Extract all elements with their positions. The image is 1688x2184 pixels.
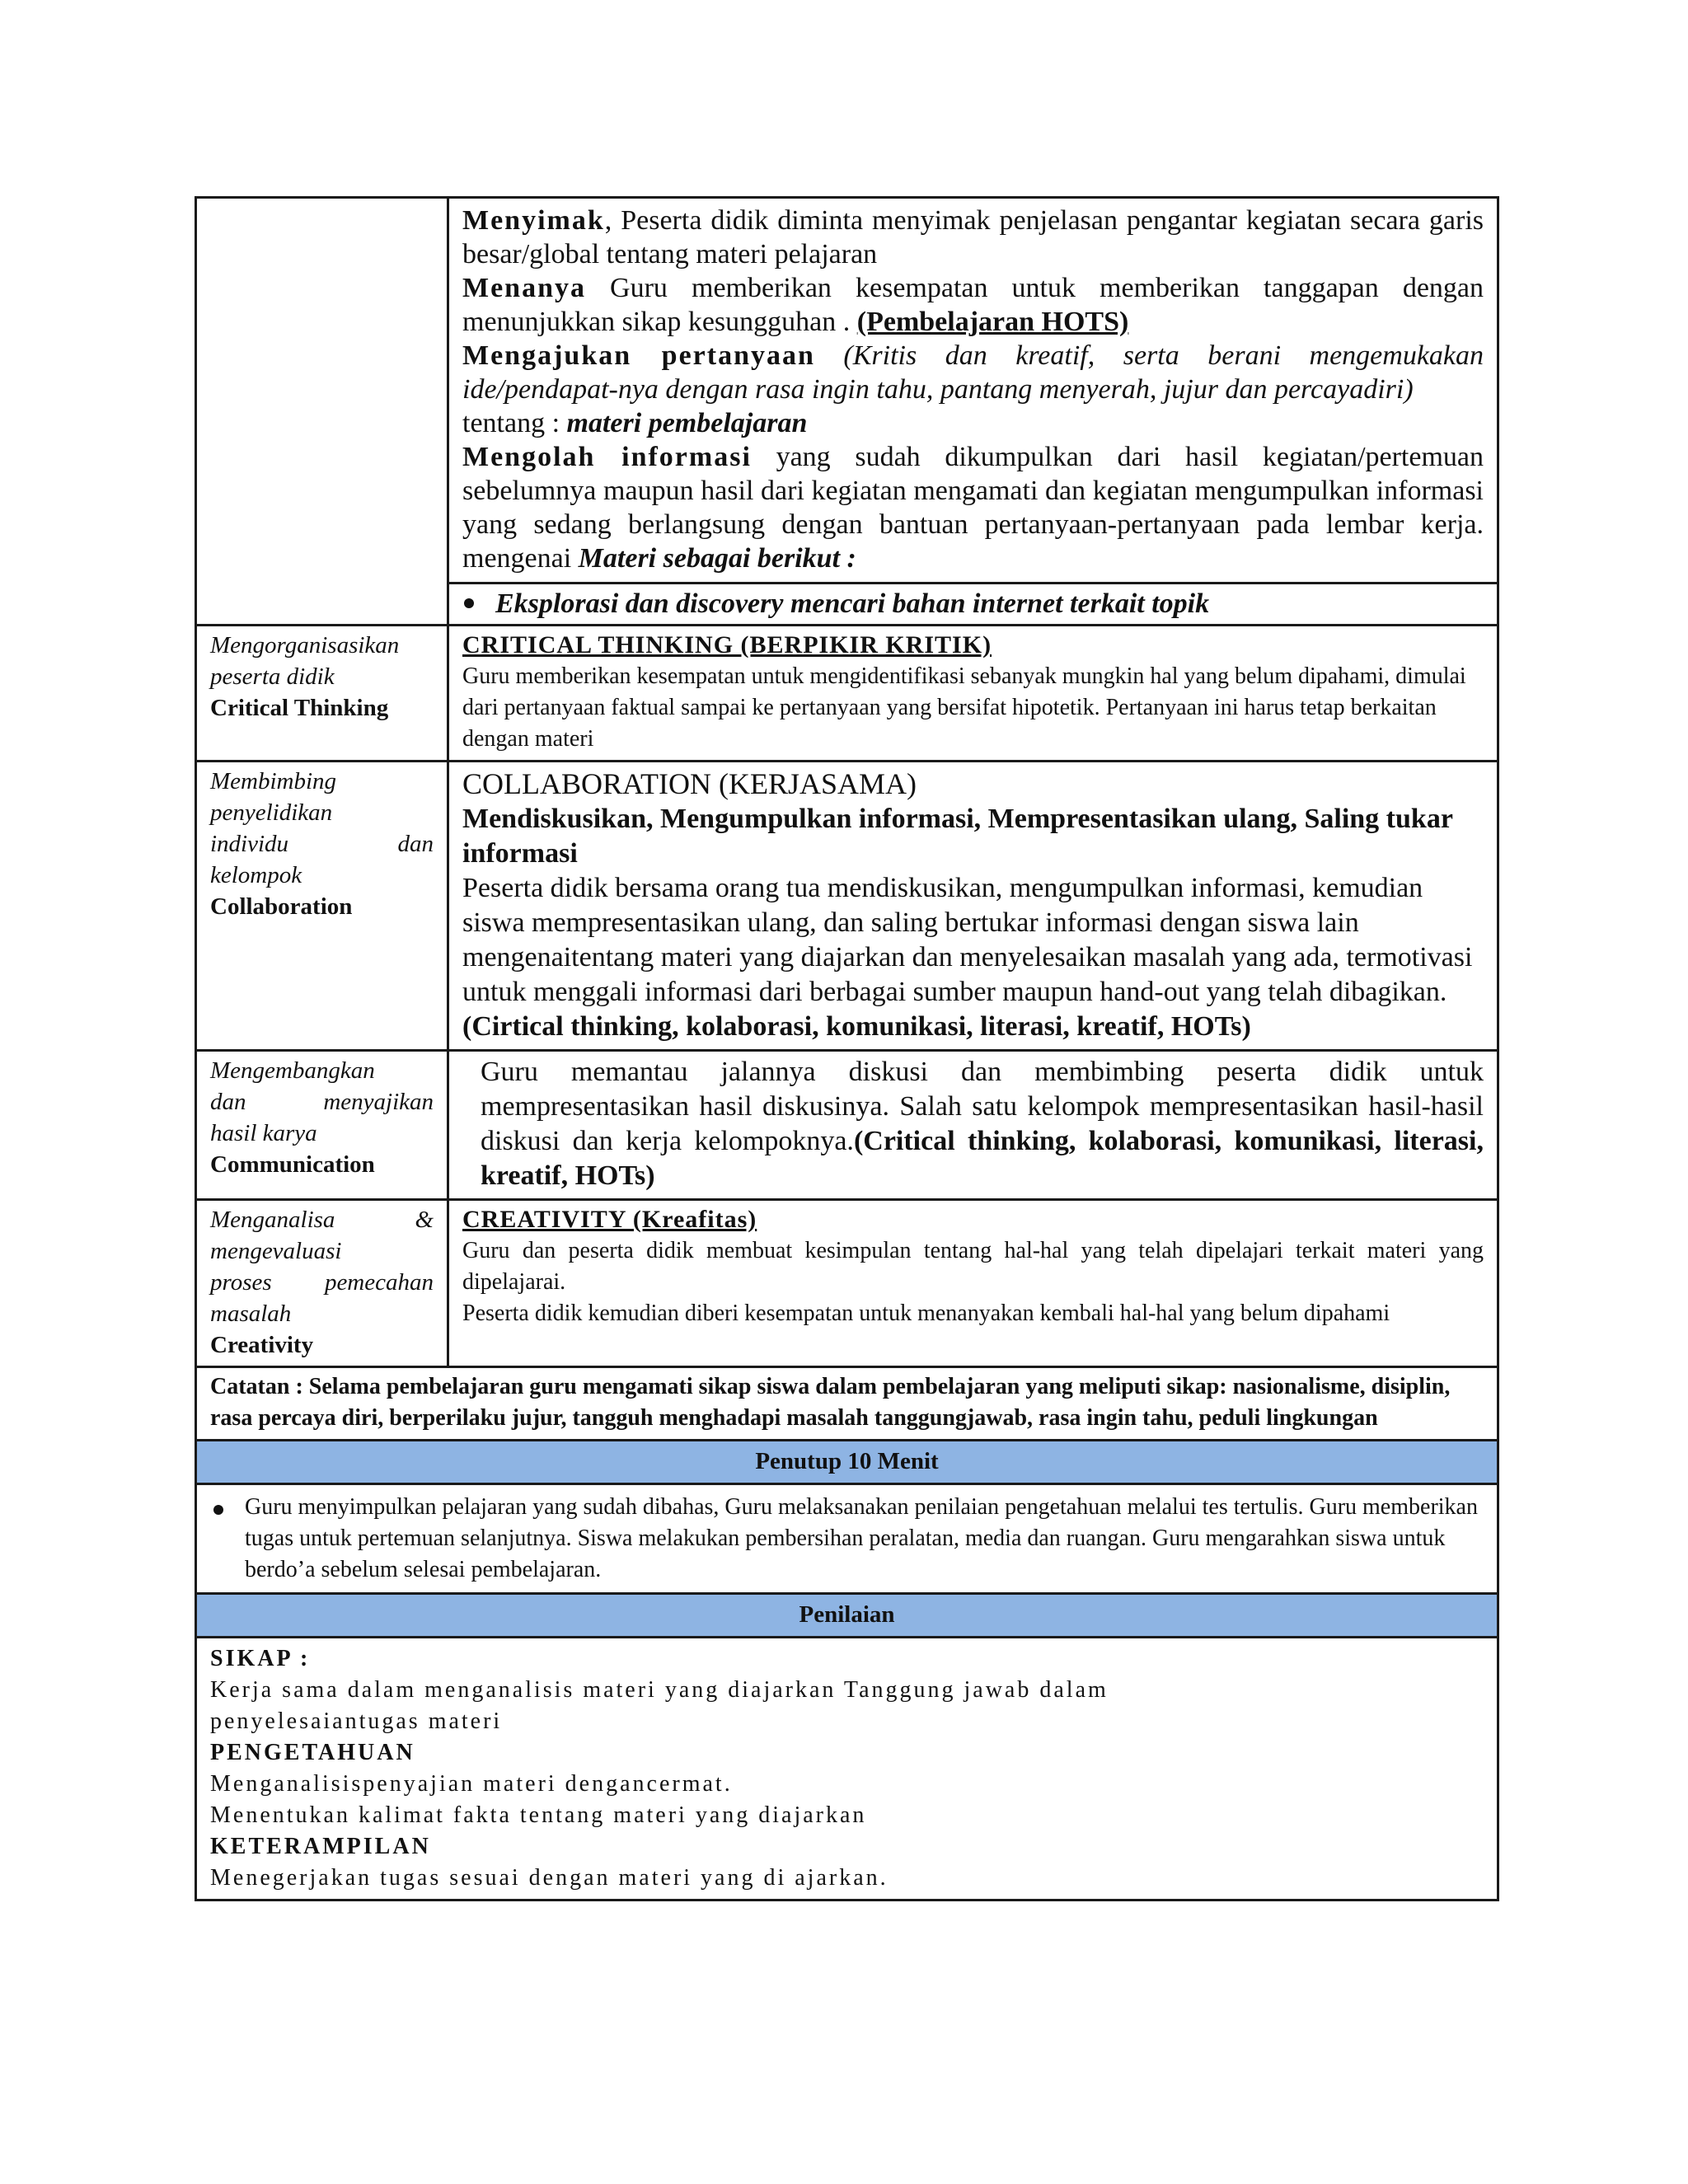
tentang-label: tentang : xyxy=(462,408,567,438)
left-label-bold: Communication xyxy=(210,1151,375,1178)
row-penutup xyxy=(196,1484,1498,1594)
left-label-line xyxy=(210,1267,434,1298)
row-collaboration xyxy=(196,762,1498,1051)
left-label-line: hasil karya xyxy=(210,1120,317,1146)
left-label-line: masalah xyxy=(210,1301,292,1327)
left-label-bold: Critical Thinking xyxy=(210,695,389,721)
creativity-text-2: Peserta didik kemudian diberi kesempatan untuk menanyakan kembali hal-hal yang belum dipahami xyxy=(462,1301,1390,1326)
left-cell-empty xyxy=(196,198,448,626)
menyimak-heading: Menyimak xyxy=(462,205,605,236)
mengolah-heading: Mengolah informasi xyxy=(462,442,752,472)
materi-tag: Materi sebagai berikut : xyxy=(578,543,856,574)
mengolah-text: yang sudah dikumpulkan dari hasil kegiatan/pertemuan sebelumnya maupun hasil dari kegiatan mengamati dan kegiatan mengumpulkan informasi yang sedang berlangsung dengan bantuan pertanyaan-pertanyaan pada lembar kerja. mengenai xyxy=(462,442,1484,574)
left-label-line: Mengorganisasikan xyxy=(210,632,400,658)
communication-cell xyxy=(448,1051,1498,1200)
left-label-word: menyajikan xyxy=(323,1089,434,1115)
mengajukan-text: (Kritis dan kreatif, serta berani mengemukakan ide/pendapat-nya dengan rasa ingin tahu, pantang menyerah, jujur dan percayadiri) xyxy=(462,340,1484,405)
left-label-line: peserta didik xyxy=(210,663,335,690)
row-note xyxy=(196,1367,1498,1441)
collaboration-subtitle: Mendiskusikan, Mengumpulkan informasi, Mempresentasikan ulang, Saling tukar informasi xyxy=(462,804,1453,869)
note-text: Catatan : Selama pembelajaran guru mengamati sikap siswa dalam pembelajaran yang meliputi sikap: nasionalisme, disiplin, rasa percaya diri, berperilaku jujur, tangguh menghadapi masalah tanggungjawab, rasa ingin tahu, peduli lingkungan xyxy=(210,1374,1451,1431)
tentang-topic: materi pembelajaran xyxy=(566,408,808,438)
creativity-title: CREATIVITY (Kreafitas) xyxy=(462,1206,757,1233)
left-label-word: dan xyxy=(210,1089,246,1115)
creativity-text-1: Guru dan peserta didik membuat kesimpulan tentang hal-hal yang telah dipelajari terkait materi yang dipelajarai. xyxy=(462,1238,1484,1295)
left-label-word: dan xyxy=(397,831,434,857)
left-label-bold: Collaboration xyxy=(210,893,353,920)
row-critical-thinking xyxy=(196,626,1498,762)
collaboration-tag: (Cirtical thinking, kolaborasi, komunikasi, literasi, kreatif, HOTs) xyxy=(462,1011,1251,1042)
left-label-word: & xyxy=(415,1207,434,1233)
hots-tag: (Pembelajaran HOTS) xyxy=(856,307,1129,337)
lesson-plan-page xyxy=(195,196,1497,1901)
critical-cell xyxy=(448,626,1498,762)
left-label-bold: Creativity xyxy=(210,1332,314,1358)
collaboration-cell xyxy=(448,762,1498,1051)
left-label-line: mengevaluasi xyxy=(210,1238,342,1264)
pengetahuan-item: Menganalisispenyajian materi dengancermat. xyxy=(210,1771,733,1797)
left-label-line xyxy=(210,828,434,860)
row-penilaian-header xyxy=(196,1594,1498,1638)
left-label-line: kelompok xyxy=(210,862,302,888)
penilaian-header: Penilaian xyxy=(196,1594,1498,1638)
keterampilan-heading: KETERAMPILAN xyxy=(210,1834,431,1859)
keterampilan-item: Menegerjakan tugas sesuai dengan materi yang di ajarkan. xyxy=(210,1865,889,1891)
row-creativity xyxy=(196,1200,1498,1367)
left-label-word: individu xyxy=(210,831,289,857)
left-label-word: Menganalisa xyxy=(210,1207,335,1233)
bullet-icon xyxy=(213,1505,223,1515)
left-cell-communication xyxy=(196,1051,448,1200)
row-communication xyxy=(196,1051,1498,1200)
pengetahuan-heading: PENGETAHUAN xyxy=(210,1740,415,1765)
mengajukan-heading: Mengajukan pertanyaan xyxy=(462,340,815,371)
left-cell-creativity xyxy=(196,1200,448,1367)
penilaian-cell xyxy=(196,1638,1498,1900)
penutup-item xyxy=(210,1492,1484,1586)
bullet-icon xyxy=(464,598,474,608)
critical-title: CRITICAL THINKING (BERPIKIR KRITIK) xyxy=(462,631,992,658)
menanya-text: Guru memberikan kesempatan untuk memberikan tanggapan dengan menunjukkan sikap kesungguhan . xyxy=(462,273,1484,337)
sikap-heading: SIKAP : xyxy=(210,1646,311,1671)
row-penilaian xyxy=(196,1638,1498,1900)
critical-text: Guru memberikan kesempatan untuk mengidentifikasi sebanyak mungkin hal yang belum dipahami, dimulai dari pertanyaan faktual sampai ke pertanyaan yang bersifat hipotetik. Pertanyaan ini harus tetap berkaitan dengan materi xyxy=(462,663,1466,752)
left-label-line: Membimbing xyxy=(210,768,337,794)
row-menyimak xyxy=(196,198,1498,583)
left-label-word: proses xyxy=(210,1269,272,1296)
left-label-line: penyelidikan xyxy=(210,799,333,826)
penutup-text: Guru menyimpulkan pelajaran yang sudah dibahas, Guru melaksanakan penilaian pengetahuan melalui tes tertulis. Guru memberikan tugas untuk pertemuan selanjutnya. Siswa melakukan pembersihan peralatan, media dan ruangan. Guru mengarahkan siswa untuk berdo’a sebelum selesai pembelajaran. xyxy=(245,1494,1478,1582)
activity-cell xyxy=(448,198,1498,583)
left-cell-critical xyxy=(196,626,448,762)
menanya-heading: Menanya xyxy=(462,273,586,303)
left-label-line xyxy=(210,1204,434,1235)
note-cell xyxy=(196,1367,1498,1441)
row-penutup-header xyxy=(196,1441,1498,1484)
sikap-text: Kerja sama dalam menganalisis materi yang diajarkan Tanggung jawab dalam penyelesaiantugas materi xyxy=(210,1677,1109,1734)
lesson-plan-table xyxy=(195,196,1499,1901)
collaboration-title: COLLABORATION (KERJASAMA) xyxy=(462,767,917,800)
creativity-cell xyxy=(448,1200,1498,1367)
collaboration-text: Peserta didik bersama orang tua mendiskusikan, mengumpulkan informasi, kemudian siswa mempresentasikan ulang, dan saling bertukar informasi dengan siswa lain mengenaitentang materi yang diajarkan dan menyelesaikan masalah yang ada, termotivasi untuk menggali informasi dari berbagai sumber maupun hand-out yang telah dibagikan. xyxy=(462,873,1473,1007)
left-label-line: Mengembangkan xyxy=(210,1057,375,1084)
penutup-header: Penutup 10 Menit xyxy=(196,1441,1498,1484)
pengetahuan-item: Menentukan kalimat fakta tentang materi yang diajarkan xyxy=(210,1802,867,1828)
menyimak-text: , Peserta didik diminta menyimak penjelasan pengantar kegiatan secara garis besar/global tentang materi pelajaran xyxy=(462,205,1484,269)
communication-tag: (Critical thinking, kolaborasi, komunikasi, literasi, kreatif, HOTs) xyxy=(481,1126,1484,1191)
penutup-cell xyxy=(196,1484,1498,1594)
left-label-line xyxy=(210,1086,434,1118)
communication-text: Guru memantau jalannya diskusi dan membimbing peserta didik untuk mempresentasikan hasil diskusinya. Salah satu kelompok mempresentasikan hasil-hasil diskusi dan kerja kelompoknya. xyxy=(481,1057,1484,1156)
left-cell-collaboration xyxy=(196,762,448,1051)
eksplorasi-text: Eksplorasi dan discovery mencari bahan internet terkait topik xyxy=(495,588,1210,619)
eksplorasi-cell xyxy=(448,583,1498,626)
left-label-word: pemecahan xyxy=(324,1269,434,1296)
